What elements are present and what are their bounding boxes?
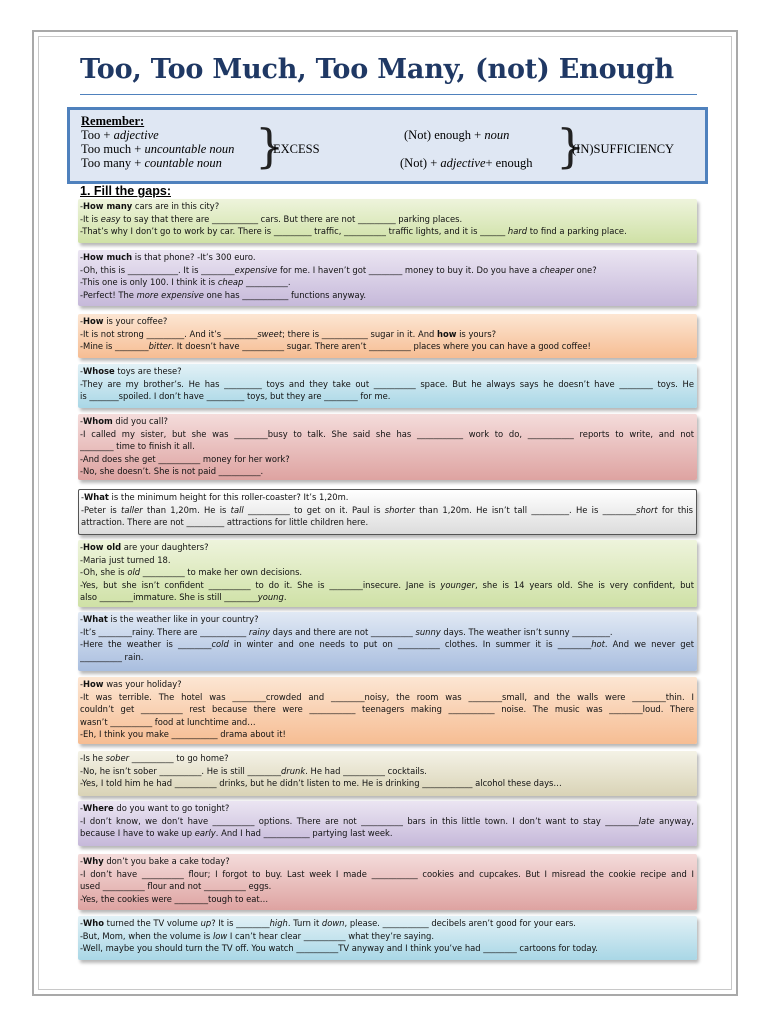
exercise-line: -Who turned the TV volume up? It is ________high. Turn it down, please. ___________ decibels aren’t good for your ears. <box>80 918 576 928</box>
exercise-block <box>78 677 697 744</box>
exercise-line: -Whose toys are these? <box>80 366 182 376</box>
exercise-line: also ________immature. She is still ________young. <box>80 592 287 603</box>
exercise-block <box>78 250 697 306</box>
exercise-line: -Oh, she is old __________ to make her own decisions. <box>80 567 303 578</box>
rule-form: countable noun <box>144 156 222 170</box>
exercise-line: -But, Mom, when the volume is low I can’t hear clear __________ what they’re saying. <box>80 930 435 941</box>
exercise-line: -How old are your daughters? <box>80 542 209 552</box>
exercise-line: -Whom did you call? <box>80 416 168 426</box>
rule-word: + enough <box>485 156 533 170</box>
rule-too-adjective <box>81 128 159 143</box>
exercise-line: attraction. There are not _________ attractions for little children here. <box>81 517 369 528</box>
exercise-line: -I don’t have __________ flour; I forgot to buy. Last week I made ___________ cookies and cupcakes. But I misread the cookie recipe and I <box>80 868 694 879</box>
rule-word: (Not) enough + <box>404 128 485 142</box>
rule-word: Too much + <box>81 142 145 156</box>
exercise-block <box>78 199 697 243</box>
exercise-line: __________ rain. <box>80 651 144 662</box>
exercise-line: -How much is that phone? -It’s 300 euro. <box>80 252 256 262</box>
label-insufficiency: (IN)SUFFICIENCY <box>572 142 675 156</box>
rule-form: adjective <box>113 128 159 142</box>
remember-heading: Remember: <box>81 114 145 128</box>
exercise-line: -It’s ________rainy. There are ___________ rainy days and there are not __________ sunny days. The weather isn’t sunny _________. <box>80 626 613 637</box>
exercise-line: ________ time to finish it all. <box>80 441 195 452</box>
exercise-line: -Eh, I think you make ___________ drama about it! <box>80 729 286 740</box>
exercise-line: couldn’t get __________ rest because there were ___________ teenagers making ___________ noise. The music was ________loud. There <box>80 704 694 715</box>
exercise-line: -Yes, but she isn’t confident __________ to do it. She is ________insecure. Jane is younger, she is 14 years old. She is very confident, but <box>80 579 694 590</box>
exercise-line: -Here the weather is ________cold in winter and one needs to put on __________ clothes. In summer it is ________hot. And we never get <box>80 639 694 650</box>
rule-not-adjective-enough <box>400 156 532 171</box>
exercise-line: -How was your holiday? <box>80 679 182 689</box>
exercise-line: -Is he sober __________ to go home? <box>80 753 229 763</box>
rule-form: uncountable noun <box>144 142 235 156</box>
exercise-heading: 1. Fill the gaps: <box>80 184 171 198</box>
exercise-block <box>78 540 697 607</box>
label-excess: EXCESS <box>273 142 320 156</box>
rule-word: (Not) + <box>400 156 441 170</box>
exercise-line: -I don’t know, we don’t have __________ options. There are not __________ bars in this little town. I don’t want to stay ________late anyway, <box>80 815 694 826</box>
exercise-line: -What is the minimum height for this roller-coaster? It’s 1,20m. <box>81 492 349 502</box>
exercise-line: -This one is only 100. I think it is cheap __________. <box>80 277 291 288</box>
exercise-line: -Why don’t you bake a cake today? <box>80 856 230 866</box>
exercise-line: -Where do you want to go tonight? <box>80 803 230 813</box>
rule-not-enough-noun <box>404 128 509 143</box>
exercise-block <box>78 916 697 960</box>
exercise-line: because I have to wake up early. And I had ___________ partying last week. <box>80 828 393 839</box>
exercise-block <box>78 751 697 796</box>
exercise-line: -It was terrible. The hotel was ________crowded and ________noisy, the room was ________small, and the walls were ________thin. I <box>80 691 694 702</box>
exercise-line: -It is not strong _________. And it’s ________sweet; there is ___________ sugar in it. And how is yours? <box>80 328 497 339</box>
exercise-line: -Yes, the cookies were ________tough to eat… <box>80 893 269 904</box>
exercise-line: is _______spoiled. I don’t have _________ toys, but they are ________ for me. <box>80 391 391 402</box>
rule-form: noun <box>484 128 510 142</box>
exercise-block <box>78 801 697 846</box>
exercise-block <box>78 364 697 408</box>
exercise-line: -Well, maybe you should turn the TV off. You watch __________TV anyway and I think you’ve had ________ cartoons for today. <box>80 943 598 954</box>
exercise-line: -That’s why I don’t go to work by car. There is _________ traffic, __________ traffic lights, and it is ______ hard to find a parking place. <box>80 226 627 237</box>
exercise-line: -How is your coffee? <box>80 316 168 326</box>
rule-word: Too + <box>81 128 114 142</box>
exercise-line: -Yes, I told him he had __________ drinks, but he didn’t listen to me. He is drinking ____________ alcohol these days… <box>80 778 562 789</box>
exercise-block <box>78 854 697 910</box>
brace-excess: } <box>255 119 285 173</box>
page-title: Too, Too Much, Too Many, (not) Enough <box>80 54 674 85</box>
title-underline <box>80 94 697 95</box>
exercise-line: -I called my sister, but she was ________busy to talk. She said she has ___________ work to do, ___________ reports to write, and not <box>80 428 694 439</box>
exercise-line: -They are my brother’s. He has _________ toys and they take out __________ space. But he always says he doesn’t have ________ toys. He <box>80 378 694 389</box>
exercise-line: -Maria just turned 18. <box>80 554 171 565</box>
exercise-line: used __________ flour and not __________ eggs. <box>80 881 272 892</box>
exercise-line: -How many cars are in this city? <box>80 201 220 211</box>
brace-insufficiency: } <box>556 119 586 173</box>
exercise-line: -And does she get __________ money for her work? <box>80 453 290 464</box>
exercise-line: -No, she doesn’t. She is not paid __________. <box>80 466 264 477</box>
exercise-line: wasn’t __________ food at lunchtime and… <box>80 716 256 727</box>
exercise-line: -Mine is ________bitter. It doesn’t have __________ sugar. There aren’t __________ places where you can have a good coffee! <box>80 341 591 352</box>
rule-word: Too many + <box>81 156 145 170</box>
exercise-line: -Oh, this is ____________. It is ________expensive for me. I haven’t got ________ money to buy it. Do you have a cheaper one? <box>80 264 597 275</box>
exercise-line: -Perfect! The more expensive one has ___________ functions anyway. <box>80 289 366 300</box>
rule-form: adjective <box>440 156 486 170</box>
exercise-block <box>78 314 697 358</box>
rule-too-much <box>81 142 234 157</box>
rule-too-many <box>81 156 222 171</box>
exercise-block <box>78 612 697 671</box>
exercise-line: -Peter is taller than 1,20m. He is tall __________ to get on it. Paul is shorter than 1,20m. He isn’t tall _________. He is ________short for this <box>81 504 693 515</box>
exercise-line: -What is the weather like in your country? <box>80 614 259 624</box>
exercise-block <box>78 489 697 535</box>
exercise-block <box>78 414 697 480</box>
exercise-line: -No, he isn’t sober __________. He is still ________drunk. He had __________ cocktails. <box>80 765 427 776</box>
exercise-line: -It is easy to say that there are ___________ cars. But there are not _________ parking places. <box>80 213 463 224</box>
remember-box <box>67 107 708 184</box>
